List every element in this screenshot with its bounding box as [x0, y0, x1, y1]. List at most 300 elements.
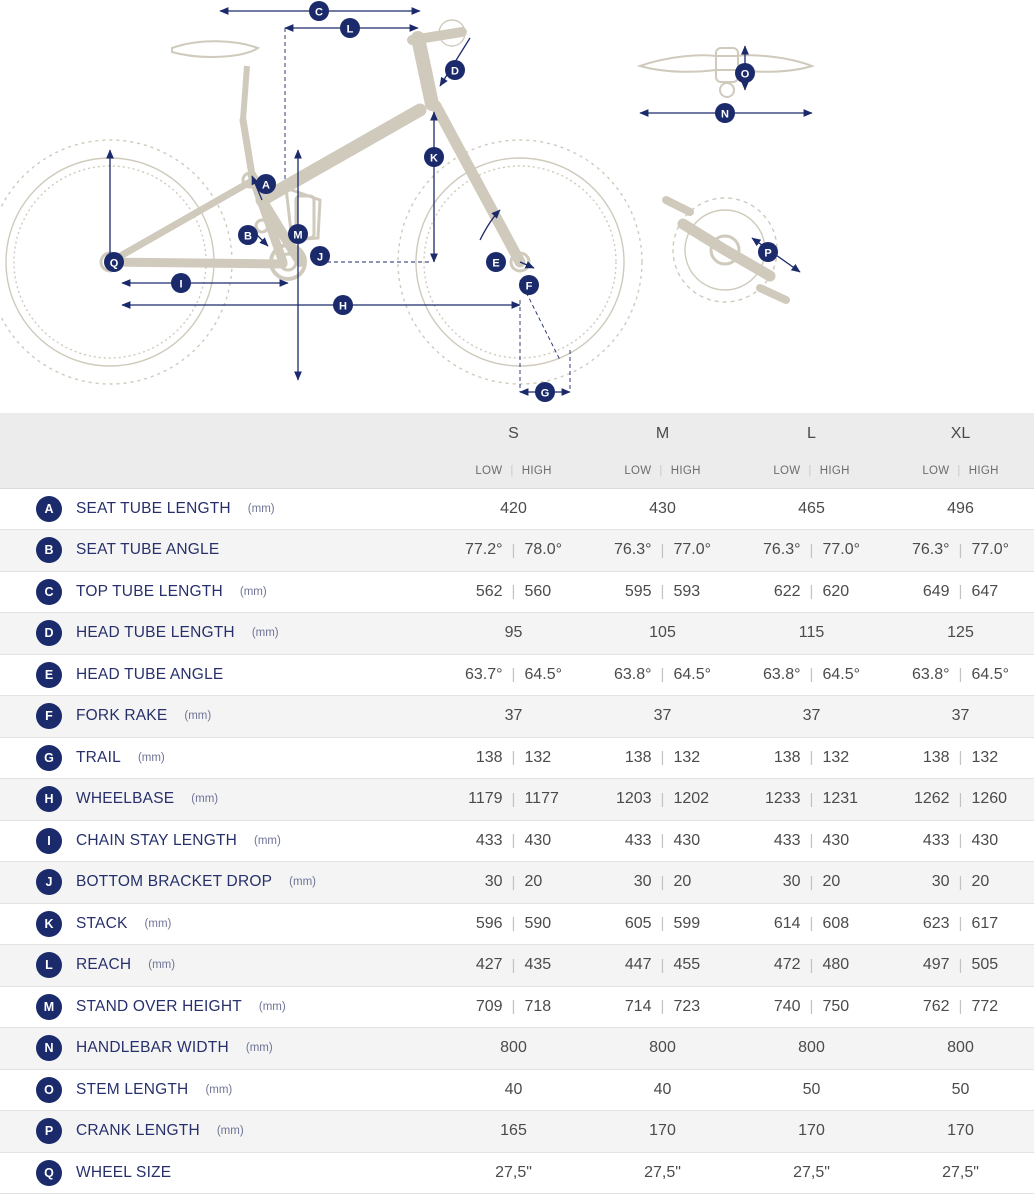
- value: 37: [504, 707, 523, 725]
- value-cell: [439, 903, 588, 945]
- measurement-unit: (mm): [254, 834, 281, 847]
- value-high: 593: [673, 582, 701, 600]
- row-label-cell: [0, 945, 439, 987]
- value-cell: [588, 1152, 737, 1194]
- value-high: 77.0°: [673, 541, 711, 559]
- callout-badge-p: P: [36, 1118, 62, 1144]
- value-low: 623: [922, 914, 950, 932]
- table-header-lowhigh: [0, 455, 1034, 488]
- value-cell: [439, 779, 588, 821]
- table-row: [0, 986, 1034, 1028]
- header-spacer-2: [0, 455, 439, 488]
- value-low: 740: [773, 997, 801, 1015]
- value-separator: |: [511, 790, 516, 808]
- value-high: 430: [971, 831, 999, 849]
- separator: |: [659, 465, 663, 478]
- value-high: 608: [822, 914, 850, 932]
- value-cell: [588, 1111, 737, 1153]
- value-low: 762: [922, 997, 950, 1015]
- value-cell: [886, 903, 1034, 945]
- value: 27,5": [942, 1163, 979, 1181]
- callout-badge-q: Q: [36, 1160, 62, 1186]
- value-low: 138: [773, 748, 801, 766]
- geometry-table: [0, 413, 1034, 1194]
- row-label-cell: [0, 862, 439, 904]
- value: 420: [500, 499, 527, 517]
- value: 465: [798, 499, 825, 517]
- table-row: [0, 862, 1034, 904]
- value-separator: |: [660, 790, 665, 808]
- value-low: 138: [922, 748, 950, 766]
- value-low: 649: [922, 582, 950, 600]
- row-label-cell: [0, 654, 439, 696]
- value-cell: [439, 862, 588, 904]
- value-low: 76.3°: [614, 541, 652, 559]
- size-header-s: S: [439, 413, 588, 455]
- measurement-name: FORK RAKE: [76, 707, 168, 725]
- value-separator: |: [809, 956, 814, 974]
- value-low: 138: [624, 748, 652, 766]
- high-label: HIGH: [670, 465, 701, 478]
- value-low: 595: [624, 582, 652, 600]
- value-high: 590: [524, 914, 552, 932]
- value-separator: |: [511, 541, 516, 559]
- table-row: [0, 1152, 1034, 1194]
- value-cell: [886, 571, 1034, 613]
- value-cell: [588, 903, 737, 945]
- value-cell: [737, 530, 886, 572]
- value: 50: [802, 1080, 821, 1098]
- measurement-name: HEAD TUBE ANGLE: [76, 665, 224, 683]
- value-cell: [737, 779, 886, 821]
- value: 170: [798, 1122, 825, 1140]
- svg-text:K: K: [430, 152, 438, 165]
- measurement-unit: (mm): [137, 751, 165, 764]
- value: 800: [649, 1039, 676, 1057]
- value-cell: [737, 488, 886, 530]
- row-label-cell: [0, 1069, 439, 1111]
- value-cell: [886, 945, 1034, 987]
- value-cell: [737, 613, 886, 655]
- row-label-cell: [0, 820, 439, 862]
- measurement-name: WHEEL SIZE: [76, 1163, 172, 1181]
- value-cell: [886, 820, 1034, 862]
- table-row: [0, 696, 1034, 738]
- value-low: 63.8°: [912, 665, 950, 683]
- value-high: 647: [971, 582, 999, 600]
- value-cell: [588, 571, 737, 613]
- value-low: 30: [633, 873, 652, 891]
- bike-outline: [0, 20, 812, 384]
- row-label-cell: [0, 488, 439, 530]
- value-separator: |: [958, 666, 963, 684]
- separator: |: [957, 465, 961, 478]
- value-separator: |: [958, 790, 963, 808]
- value-low: 433: [475, 831, 503, 849]
- value-separator: |: [511, 666, 516, 684]
- value-low: 30: [782, 873, 801, 891]
- value-cell: [588, 820, 737, 862]
- value-cell: [588, 737, 737, 779]
- value-cell: [737, 1152, 886, 1194]
- value-cell: [737, 903, 886, 945]
- value-separator: |: [660, 915, 665, 933]
- value-separator: |: [660, 832, 665, 850]
- value-cell: [588, 945, 737, 987]
- measurement-unit: (mm): [191, 793, 219, 806]
- value-low: 447: [624, 956, 652, 974]
- bike-geometry-diagram: [0, 0, 1034, 413]
- value-low: 622: [773, 582, 801, 600]
- lowhigh-header-xl: [886, 455, 1034, 488]
- measurement-unit: (mm): [251, 627, 279, 640]
- measurement-name: HANDLEBAR WIDTH: [76, 1039, 229, 1057]
- measurement-name: HEAD TUBE LENGTH: [76, 624, 235, 642]
- measurement-name: TRAIL: [76, 748, 121, 766]
- value-high: 505: [971, 956, 999, 974]
- svg-text:I: I: [179, 278, 183, 291]
- measurement-unit: (mm): [289, 876, 316, 889]
- value-cell: [886, 737, 1034, 779]
- value-separator: |: [511, 873, 516, 891]
- value-cell: [439, 986, 588, 1028]
- value-cell: [737, 654, 886, 696]
- value: 27,5": [495, 1163, 532, 1181]
- value-high: 64.5°: [524, 665, 562, 683]
- measurement-name: CHAIN STAY LENGTH: [76, 831, 238, 849]
- measurement-name: REACH: [76, 956, 132, 974]
- value-separator: |: [660, 583, 665, 601]
- value: 170: [947, 1122, 974, 1140]
- value-separator: |: [511, 832, 516, 850]
- value-cell: [588, 696, 737, 738]
- value-high: 718: [524, 997, 552, 1015]
- value-separator: |: [809, 749, 814, 767]
- measurement-unit: (mm): [148, 959, 176, 972]
- table-row: [0, 737, 1034, 779]
- value-high: 132: [971, 748, 999, 766]
- value-low: 714: [624, 997, 652, 1015]
- value-separator: |: [511, 915, 516, 933]
- table-row: [0, 654, 1034, 696]
- lowhigh-header-l: [737, 455, 886, 488]
- value-cell: [439, 1069, 588, 1111]
- value-high: 772: [971, 997, 999, 1015]
- table-row: [0, 530, 1034, 572]
- measurement-unit: (mm): [245, 1042, 273, 1055]
- size-header-l: L: [737, 413, 886, 455]
- high-label: HIGH: [521, 465, 552, 478]
- value-cell: [886, 530, 1034, 572]
- value-separator: |: [958, 832, 963, 850]
- value-cell: [737, 571, 886, 613]
- table-row: [0, 488, 1034, 530]
- value-cell: [588, 779, 737, 821]
- lowhigh-header-s: [439, 455, 588, 488]
- measurement-name: SEAT TUBE ANGLE: [76, 541, 220, 559]
- table-row: [0, 1069, 1034, 1111]
- value-low: 30: [484, 873, 503, 891]
- value: 37: [951, 707, 970, 725]
- value: 37: [653, 707, 672, 725]
- separator: |: [808, 465, 812, 478]
- value-cell: [439, 737, 588, 779]
- value: 27,5": [644, 1163, 681, 1181]
- callout-badge-l: L: [36, 952, 62, 978]
- svg-text:O: O: [740, 68, 750, 81]
- value-high: 1202: [673, 790, 710, 808]
- value-separator: |: [958, 915, 963, 933]
- measurement-name: STACK: [76, 914, 128, 932]
- measurement-unit: (mm): [144, 917, 172, 930]
- callout-badge-k: K: [36, 911, 62, 937]
- value-cell: [588, 613, 737, 655]
- value-high: 132: [524, 748, 552, 766]
- value-separator: |: [660, 749, 665, 767]
- value-separator: |: [511, 749, 516, 767]
- row-label-cell: [0, 1111, 439, 1153]
- value-cell: [737, 986, 886, 1028]
- size-header-m: M: [588, 413, 737, 455]
- value-cell: [886, 488, 1034, 530]
- value-high: 430: [822, 831, 850, 849]
- value-cell: [886, 1069, 1034, 1111]
- value-cell: [439, 654, 588, 696]
- value-separator: |: [660, 541, 665, 559]
- separator: |: [510, 465, 514, 478]
- value-separator: |: [660, 666, 665, 684]
- value-cell: [588, 654, 737, 696]
- value: 40: [504, 1080, 523, 1098]
- value-low: 433: [624, 831, 652, 849]
- value: 50: [951, 1080, 970, 1098]
- value: 95: [504, 624, 523, 642]
- table-row: [0, 903, 1034, 945]
- svg-text:Q: Q: [109, 257, 119, 270]
- value-high: 430: [524, 831, 552, 849]
- value-separator: |: [809, 790, 814, 808]
- value: 125: [947, 624, 974, 642]
- table-row: [0, 945, 1034, 987]
- value-separator: |: [809, 998, 814, 1016]
- value-high: 430: [673, 831, 701, 849]
- value-high: 620: [822, 582, 850, 600]
- value-cell: [588, 1028, 737, 1070]
- svg-text:G: G: [540, 387, 550, 400]
- value-low: 562: [475, 582, 503, 600]
- value-cell: [439, 1028, 588, 1070]
- value-cell: [439, 1111, 588, 1153]
- low-label: LOW: [922, 465, 950, 478]
- header-spacer: [0, 413, 439, 455]
- value-cell: [737, 862, 886, 904]
- value-cell: [588, 530, 737, 572]
- value-low: 76.3°: [763, 541, 801, 559]
- value-low: 30: [931, 873, 950, 891]
- value: 800: [798, 1039, 825, 1057]
- row-label-cell: [0, 986, 439, 1028]
- measurement-name: WHEELBASE: [76, 790, 175, 808]
- value-cell: [886, 1152, 1034, 1194]
- value-cell: [737, 945, 886, 987]
- table-row: [0, 571, 1034, 613]
- value-separator: |: [511, 998, 516, 1016]
- value-separator: |: [511, 583, 516, 601]
- value-cell: [886, 1111, 1034, 1153]
- svg-text:J: J: [316, 251, 324, 264]
- value-separator: |: [958, 749, 963, 767]
- value-high: 64.5°: [673, 665, 711, 683]
- svg-text:L: L: [346, 23, 354, 36]
- high-label: HIGH: [819, 465, 850, 478]
- value-separator: |: [660, 956, 665, 974]
- value-low: 1179: [468, 790, 503, 808]
- value-high: 132: [673, 748, 701, 766]
- value-separator: |: [958, 956, 963, 974]
- value-high: 455: [673, 956, 701, 974]
- value: 165: [500, 1122, 527, 1140]
- value-separator: |: [660, 998, 665, 1016]
- value-high: 78.0°: [524, 541, 562, 559]
- svg-text:F: F: [525, 280, 533, 293]
- value-separator: |: [809, 541, 814, 559]
- measurement-unit: (mm): [184, 710, 212, 723]
- value-low: 1233: [764, 790, 801, 808]
- value: 800: [947, 1039, 974, 1057]
- value-high: 77.0°: [822, 541, 860, 559]
- value-separator: |: [660, 873, 665, 891]
- value-low: 596: [475, 914, 503, 932]
- value: 496: [947, 499, 974, 517]
- row-label-cell: [0, 530, 439, 572]
- value: 430: [649, 499, 676, 517]
- callout-badge-e: E: [36, 662, 62, 688]
- row-label-cell: [0, 1028, 439, 1070]
- value-high: 750: [822, 997, 850, 1015]
- value-separator: |: [958, 873, 963, 891]
- value-high: 20: [822, 873, 841, 891]
- value-cell: [439, 530, 588, 572]
- value-high: 77.0°: [971, 541, 1009, 559]
- value: 40: [653, 1080, 672, 1098]
- value-high: 20: [524, 873, 543, 891]
- measurement-name: STEM LENGTH: [76, 1080, 189, 1098]
- value-cell: [886, 696, 1034, 738]
- measurement-unit: (mm): [258, 1000, 286, 1013]
- value-high: 599: [673, 914, 701, 932]
- value-low: 709: [475, 997, 503, 1015]
- value: 170: [649, 1122, 676, 1140]
- value-high: 132: [822, 748, 850, 766]
- value-high: 20: [971, 873, 990, 891]
- callout-badge-g: G: [36, 745, 62, 771]
- value-separator: |: [809, 915, 814, 933]
- value-cell: [588, 986, 737, 1028]
- value-low: 497: [922, 956, 950, 974]
- measurement-name: TOP TUBE LENGTH: [76, 582, 223, 600]
- value-cell: [439, 613, 588, 655]
- value-cell: [737, 737, 886, 779]
- value: 115: [798, 624, 825, 642]
- value-low: 63.8°: [614, 665, 652, 683]
- lowhigh-header-m: [588, 455, 737, 488]
- table-row: [0, 820, 1034, 862]
- value-high: 64.5°: [971, 665, 1009, 683]
- value-low: 427: [475, 956, 503, 974]
- table-row: [0, 1028, 1034, 1070]
- value-separator: |: [809, 583, 814, 601]
- svg-text:P: P: [764, 247, 772, 260]
- value-low: 76.3°: [912, 541, 950, 559]
- value-high: 64.5°: [822, 665, 860, 683]
- row-label-cell: [0, 903, 439, 945]
- table-row: [0, 1111, 1034, 1153]
- measurement-unit: (mm): [247, 502, 275, 515]
- value-cell: [886, 986, 1034, 1028]
- value-high: 617: [971, 914, 999, 932]
- size-header-xl: XL: [886, 413, 1034, 455]
- value-cell: [737, 1111, 886, 1153]
- value-separator: |: [809, 666, 814, 684]
- svg-text:C: C: [315, 6, 323, 19]
- callout-badge-d: D: [36, 620, 62, 646]
- svg-text:M: M: [293, 229, 303, 242]
- value-cell: [886, 1028, 1034, 1070]
- value-separator: |: [958, 998, 963, 1016]
- value-separator: |: [809, 873, 814, 891]
- value-cell: [737, 820, 886, 862]
- callout-badge-a: A: [36, 496, 62, 522]
- callout-badge-i: I: [36, 828, 62, 854]
- value-high: 435: [524, 956, 552, 974]
- value-cell: [439, 571, 588, 613]
- row-label-cell: [0, 737, 439, 779]
- value-cell: [886, 654, 1034, 696]
- callout-badge-n: N: [36, 1035, 62, 1061]
- measurement-unit: (mm): [239, 585, 267, 598]
- row-label-cell: [0, 1152, 439, 1194]
- value-cell: [588, 862, 737, 904]
- value-separator: |: [511, 956, 516, 974]
- value: 37: [802, 707, 821, 725]
- svg-text:B: B: [244, 230, 252, 243]
- measurement-unit: (mm): [205, 1083, 233, 1096]
- value-low: 63.8°: [763, 665, 801, 683]
- callout-badge-m: M: [36, 994, 62, 1020]
- value-cell: [439, 945, 588, 987]
- value: 105: [649, 624, 676, 642]
- value-cell: [588, 488, 737, 530]
- value-high: 480: [822, 956, 850, 974]
- table-row: [0, 613, 1034, 655]
- callout-badge-b: B: [36, 537, 62, 563]
- row-label-cell: [0, 571, 439, 613]
- value-high: 560: [524, 582, 552, 600]
- value-low: 63.7°: [465, 665, 503, 683]
- row-label-cell: [0, 613, 439, 655]
- value-cell: [439, 820, 588, 862]
- measurement-unit: (mm): [216, 1125, 244, 1138]
- svg-text:A: A: [262, 179, 270, 192]
- measurement-name: BOTTOM BRACKET DROP: [76, 873, 273, 891]
- value-low: 433: [773, 831, 801, 849]
- value-low: 138: [475, 748, 503, 766]
- value-separator: |: [958, 541, 963, 559]
- diagram-svg: [0, 0, 1034, 413]
- value-low: 77.2°: [465, 541, 503, 559]
- callout-badge-c: C: [36, 579, 62, 605]
- measurement-name: STAND OVER HEIGHT: [76, 997, 242, 1015]
